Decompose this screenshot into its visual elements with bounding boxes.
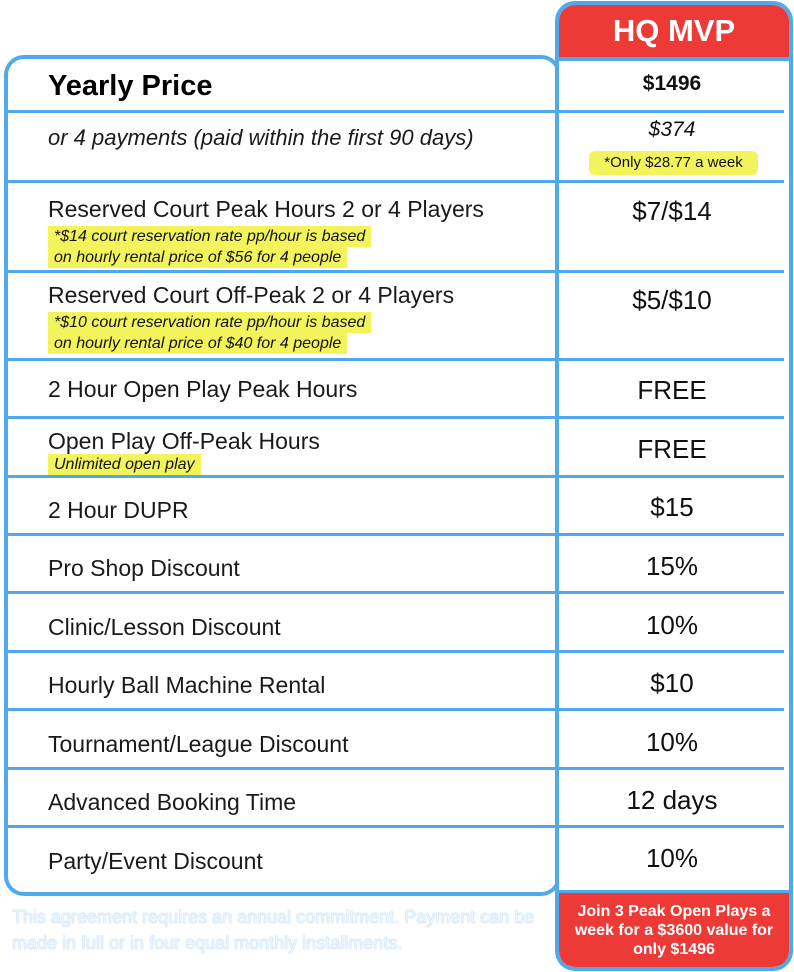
open-play-offpeak-label: Open Play Off-Peak Hours [48, 428, 320, 454]
open-play-offpeak-note-wrap [48, 454, 201, 475]
row-divider [8, 475, 784, 478]
tournament-value: 10% [645, 727, 699, 757]
offpeak-court-value: $5/$10 [632, 285, 712, 315]
plan-title: HQ MVP [559, 5, 789, 61]
row-divider [8, 180, 784, 183]
yearly-price-value: $1496 [642, 72, 702, 95]
commitment-disclaimer: This agreement requires an annual commitment. Payment can be made in full or in four equal monthly installments. [12, 907, 535, 953]
offpeak-court-note [48, 312, 371, 354]
peak-court-label: Reserved Court Peak Hours 2 or 4 Players [48, 196, 484, 222]
tournament-label: Tournament/League Discount [48, 731, 349, 757]
row-divider [8, 767, 784, 770]
open-play-peak-value: FREE [637, 375, 707, 405]
ball-machine-label: Hourly Ball Machine Rental [48, 672, 326, 698]
dupr-label: 2 Hour DUPR [48, 497, 189, 523]
row-divider [8, 650, 784, 653]
yearly-price-label: Yearly Price [48, 70, 213, 102]
row-divider [8, 110, 784, 113]
row-divider [8, 416, 784, 419]
payments-label: or 4 payments (paid within the first 90 days) [48, 125, 474, 150]
row-divider [8, 591, 784, 594]
peak-court-note [48, 226, 371, 268]
ball-machine-value: $10 [650, 668, 694, 698]
peak-court-note-line1: *$14 court reservation rate pp/hour is based [48, 226, 371, 247]
clinic-value: 10% [645, 610, 699, 640]
weekly-price-note: *Only $28.77 a week [589, 151, 758, 175]
row-divider [8, 270, 784, 273]
open-play-offpeak-note: Unlimited open play [48, 454, 201, 475]
dupr-value: $15 [650, 492, 694, 522]
offpeak-court-note-line1: *$10 court reservation rate pp/hour is based [48, 312, 371, 333]
offpeak-court-note-line2: on hourly rental price of $40 for 4 people [48, 333, 347, 354]
pro-shop-value: 15% [645, 551, 699, 581]
clinic-label: Clinic/Lesson Discount [48, 614, 281, 640]
party-label: Party/Event Discount [48, 848, 263, 874]
peak-court-note-line2: on hourly rental price of $56 for 4 people [48, 247, 347, 268]
row-divider [8, 533, 784, 536]
open-play-peak-label: 2 Hour Open Play Peak Hours [48, 376, 358, 402]
open-play-offpeak-value: FREE [637, 434, 707, 464]
plan-footer-offer: Join 3 Peak Open Plays a week for a $3600 value for only $1496 [559, 890, 789, 967]
peak-court-value: $7/$14 [632, 196, 712, 226]
payment-value: $374 [648, 118, 696, 141]
row-divider [8, 708, 784, 711]
booking-time-value: 12 days [626, 785, 718, 815]
booking-time-label: Advanced Booking Time [48, 789, 297, 815]
party-value: 10% [645, 843, 699, 873]
row-divider [8, 825, 784, 828]
offpeak-court-label: Reserved Court Off-Peak 2 or 4 Players [48, 282, 455, 308]
row-divider [8, 358, 784, 361]
pro-shop-label: Pro Shop Discount [48, 555, 240, 581]
